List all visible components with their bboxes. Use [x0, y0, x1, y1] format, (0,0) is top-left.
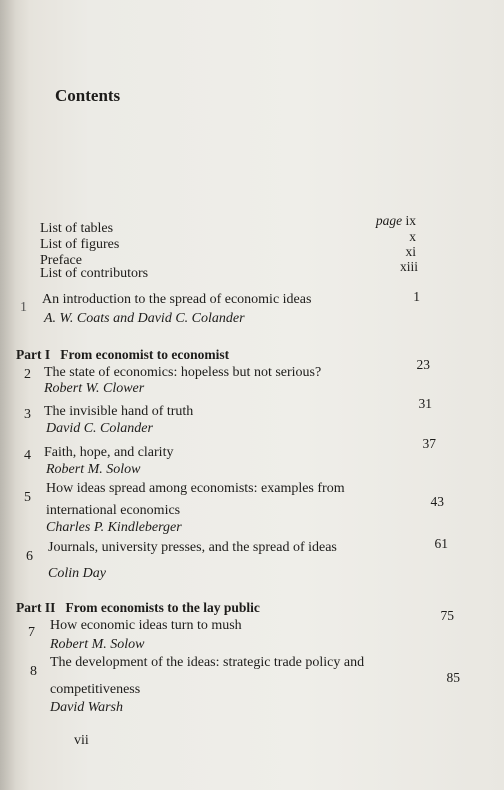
fm-page-contributors: xiii: [399, 259, 418, 274]
chapter-number: 1: [20, 300, 27, 315]
chapter-author: David Warsh: [50, 700, 123, 715]
part-heading: Part II From economists to the lay public: [16, 600, 260, 615]
chapter-author: David C. Colander: [46, 421, 153, 436]
page-gutter-shadow: [0, 0, 16, 790]
page-label: page: [375, 213, 403, 228]
chapter-author: Colin Day: [48, 566, 106, 581]
chapter-page: 31: [418, 396, 432, 411]
chapter-title: How economic ideas turn to mush: [50, 618, 242, 633]
fm-page-preface: xi: [405, 244, 416, 259]
fm-entry-figures: List of figures: [40, 237, 120, 252]
chapter-number: 4: [24, 448, 31, 463]
contents-heading: Contents: [55, 86, 121, 105]
chapter-author: A. W. Coats and David C. Colander: [44, 311, 245, 326]
chapter-author: Charles P. Kindleberger: [46, 520, 182, 535]
fm-page-tables: page ix: [375, 213, 416, 228]
fm-entry-tables: List of tables: [40, 221, 114, 236]
chapter-number: 7: [28, 625, 35, 640]
chapter-author: Robert W. Clower: [44, 381, 145, 396]
chapter-page: 23: [416, 357, 430, 372]
chapter-number: 5: [24, 490, 31, 505]
chapter-page: 75: [440, 608, 454, 623]
chapter-number: 6: [26, 549, 33, 564]
chapter-title: The state of economics: hopeless but not serious?: [44, 365, 322, 380]
fm-entry-contributors: List of contributors: [40, 266, 149, 281]
chapter-page: 1: [413, 289, 420, 304]
chapter-title: The development of the ideas: strategic trade policy and: [50, 655, 365, 670]
chapter-author: Robert M. Solow: [50, 637, 145, 652]
chapter-page: 85: [446, 670, 460, 685]
chapter-page: 43: [430, 494, 444, 509]
chapter-page: 37: [422, 436, 436, 451]
chapter-title: An introduction to the spread of economic ideas: [42, 292, 312, 307]
chapter-page: 61: [434, 536, 448, 551]
chapter-title: Faith, hope, and clarity: [44, 445, 174, 460]
chapter-title-line-2: competitiveness: [50, 682, 141, 697]
chapter-title: Journals, university presses, and the spread of ideas: [48, 540, 337, 555]
chapter-number: 8: [30, 664, 37, 679]
chapter-title-line-2: international economics: [46, 503, 181, 518]
chapter-number: 3: [24, 407, 31, 422]
chapter-number: 2: [24, 367, 31, 382]
chapter-title: How ideas spread among economists: examples from: [46, 481, 345, 496]
chapter-title: The invisible hand of truth: [44, 404, 194, 419]
page-number-folio: vii: [74, 733, 89, 748]
chapter-author: Robert M. Solow: [46, 462, 141, 477]
fm-page-figures: x: [409, 229, 416, 244]
fm-entry-preface: Preface: [40, 253, 82, 268]
part-heading: Part I From economist to economist: [16, 347, 230, 362]
